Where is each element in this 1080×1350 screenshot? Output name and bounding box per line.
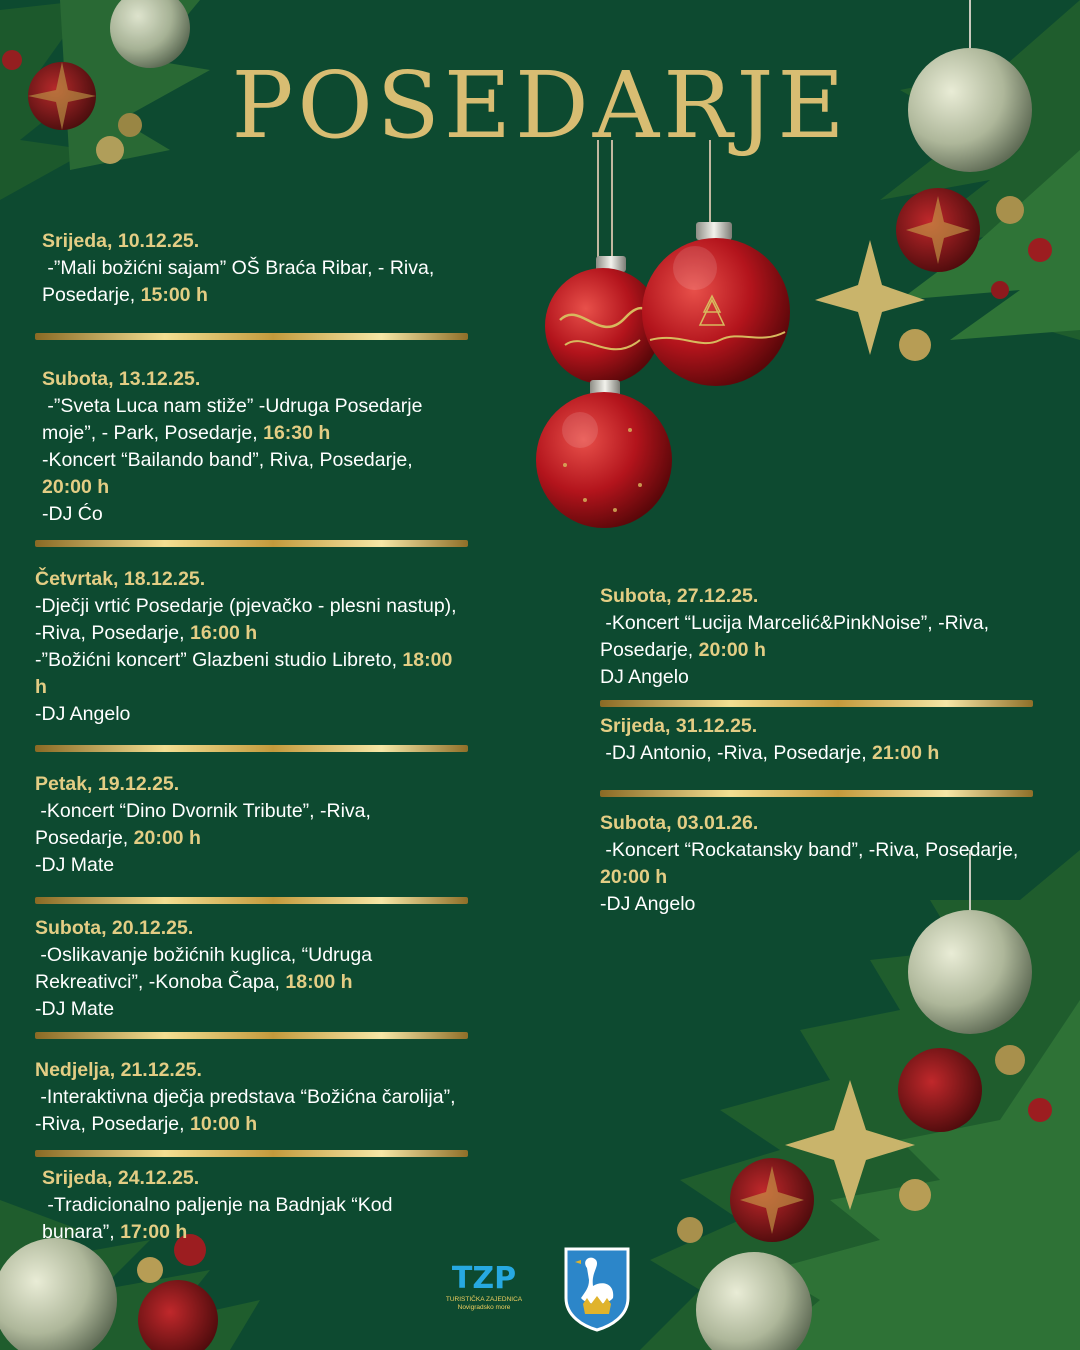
event-text: -DJ Angelo — [35, 703, 131, 725]
tz-logo-line2: Novigradsko more — [457, 1304, 511, 1311]
gold-divider — [600, 700, 1033, 707]
event-text: moje”, - Park, Posedarje, — [42, 422, 264, 444]
event-right-1 — [600, 713, 1045, 767]
gold-divider — [35, 540, 468, 547]
event-line — [35, 969, 480, 996]
event-line — [35, 593, 480, 620]
event-line — [35, 647, 480, 674]
event-text: -Koncert “Dino Dvornik Tribute”, -Riva, — [35, 800, 371, 822]
event-text: -Riva, Posedarje, — [35, 622, 190, 644]
event-date: Srijeda, 31.12.25. — [600, 715, 758, 737]
event-line — [35, 674, 480, 701]
event-time: 21:00 h — [872, 742, 940, 764]
event-text: bunara”, — [42, 1221, 121, 1243]
event-time: 17:00 h — [120, 1221, 188, 1243]
event-text: -DJ Ćo — [42, 503, 103, 525]
event-left-3 — [35, 771, 480, 879]
event-date: Petak, 19.12.25. — [35, 773, 180, 795]
gold-divider — [35, 333, 468, 340]
event-left-4 — [35, 915, 480, 1023]
event-text: -Tradicionalno paljenje na Badnjak “Kod — [42, 1194, 393, 1216]
event-line — [35, 1084, 480, 1111]
event-line — [42, 447, 487, 474]
event-line — [42, 420, 487, 447]
event-time: 10:00 h — [189, 1113, 258, 1135]
swan-crest-icon — [563, 1246, 631, 1332]
event-line — [42, 1219, 487, 1246]
event-text: -DJ Mate — [35, 998, 115, 1020]
event-date: Srijeda, 10.12.25. — [42, 230, 200, 252]
event-line — [42, 282, 487, 309]
event-line — [35, 942, 480, 969]
event-time: 16:30 h — [263, 422, 331, 444]
gold-divider — [35, 1032, 468, 1039]
event-left-5 — [35, 1057, 480, 1138]
tourist-board-logo — [444, 1262, 524, 1328]
event-line — [35, 996, 480, 1023]
tz-logo-line1: TURISTIČKA ZAJEDNICA — [445, 1296, 523, 1303]
event-text: -Koncert “Bailando band”, Riva, Posedarje, — [42, 449, 413, 471]
event-date: Srijeda, 24.12.25. — [42, 1167, 200, 1189]
event-text: -Riva, Posedarje, — [35, 1113, 190, 1135]
event-line — [600, 637, 1045, 664]
event-time: 18:00 — [402, 649, 453, 671]
event-time: 16:00 h — [189, 622, 258, 644]
event-time: 20:00 h — [42, 476, 110, 498]
event-line — [42, 474, 487, 501]
event-line — [600, 610, 1045, 637]
event-text: -”Božićni koncert” Glazbeni studio Libreto, — [35, 649, 403, 671]
event-line — [600, 837, 1045, 864]
gold-divider — [35, 897, 468, 904]
event-date: Nedjelja, 21.12.25. — [35, 1059, 202, 1081]
event-text: -”Sveta Luca nam stiže” -Udruga Posedarje — [42, 395, 423, 417]
event-text: -DJ Angelo — [600, 893, 696, 915]
event-date: Subota, 13.12.25. — [42, 368, 201, 390]
event-text: -Dječji vrtić Posedarje (pjevačko - plesni nastup), — [35, 595, 457, 617]
event-text: -Oslikavanje božićnih kuglica, “Udruga — [35, 944, 373, 966]
gold-divider — [600, 790, 1033, 797]
event-line — [35, 825, 480, 852]
event-text: Rekreativci”, -Konoba Čapa, — [35, 971, 286, 993]
event-time: h — [35, 676, 47, 698]
event-date: Subota, 03.01.26. — [600, 812, 759, 834]
event-text: DJ Angelo — [600, 666, 689, 688]
event-time: 15:00 h — [140, 284, 208, 306]
event-left-2 — [35, 566, 480, 728]
event-date: Četvrtak, 18.12.25. — [35, 568, 206, 590]
event-time: 20:00 h — [698, 639, 766, 661]
event-right-0 — [600, 583, 1045, 691]
event-right-2 — [600, 810, 1045, 918]
event-line — [600, 740, 1045, 767]
event-text: -Koncert “Lucija Marcelić&PinkNoise”, -Riva, — [600, 612, 990, 634]
event-line — [35, 701, 480, 728]
event-line — [42, 393, 487, 420]
event-left-1 — [42, 366, 487, 528]
event-text: -”Mali božićni sajam” OŠ Braća Ribar, - Riva, — [42, 257, 435, 279]
gold-divider — [35, 1150, 468, 1157]
event-line — [35, 798, 480, 825]
event-line — [35, 620, 480, 647]
event-line — [600, 891, 1045, 918]
event-text: -Interaktivna dječja predstava “Božićna čarolija”, — [35, 1086, 456, 1108]
event-line — [600, 664, 1045, 691]
event-left-0 — [42, 228, 487, 309]
event-line — [600, 864, 1045, 891]
event-left-6 — [42, 1165, 487, 1246]
event-date: Subota, 20.12.25. — [35, 917, 194, 939]
page-title: POSEDARJE — [231, 52, 849, 159]
event-text: Posedarje, — [600, 639, 699, 661]
event-line — [35, 852, 480, 879]
event-text: -Koncert “Rockatansky band”, -Riva, Posedarje, — [600, 839, 1019, 861]
event-line — [35, 1111, 480, 1138]
event-time: 20:00 h — [133, 827, 201, 849]
event-text: -DJ Antonio, -Riva, Posedarje, — [600, 742, 873, 764]
event-date: Subota, 27.12.25. — [600, 585, 759, 607]
event-time: 20:00 h — [600, 866, 668, 888]
event-text: Posedarje, — [35, 827, 134, 849]
event-text: -DJ Mate — [35, 854, 115, 876]
event-line — [42, 255, 487, 282]
tz-logo-mark: TZP — [451, 1261, 517, 1296]
event-time: 18:00 h — [285, 971, 353, 993]
gold-divider — [35, 745, 468, 752]
event-line — [42, 1192, 487, 1219]
event-line — [42, 501, 487, 528]
event-text: Posedarje, — [42, 284, 141, 306]
